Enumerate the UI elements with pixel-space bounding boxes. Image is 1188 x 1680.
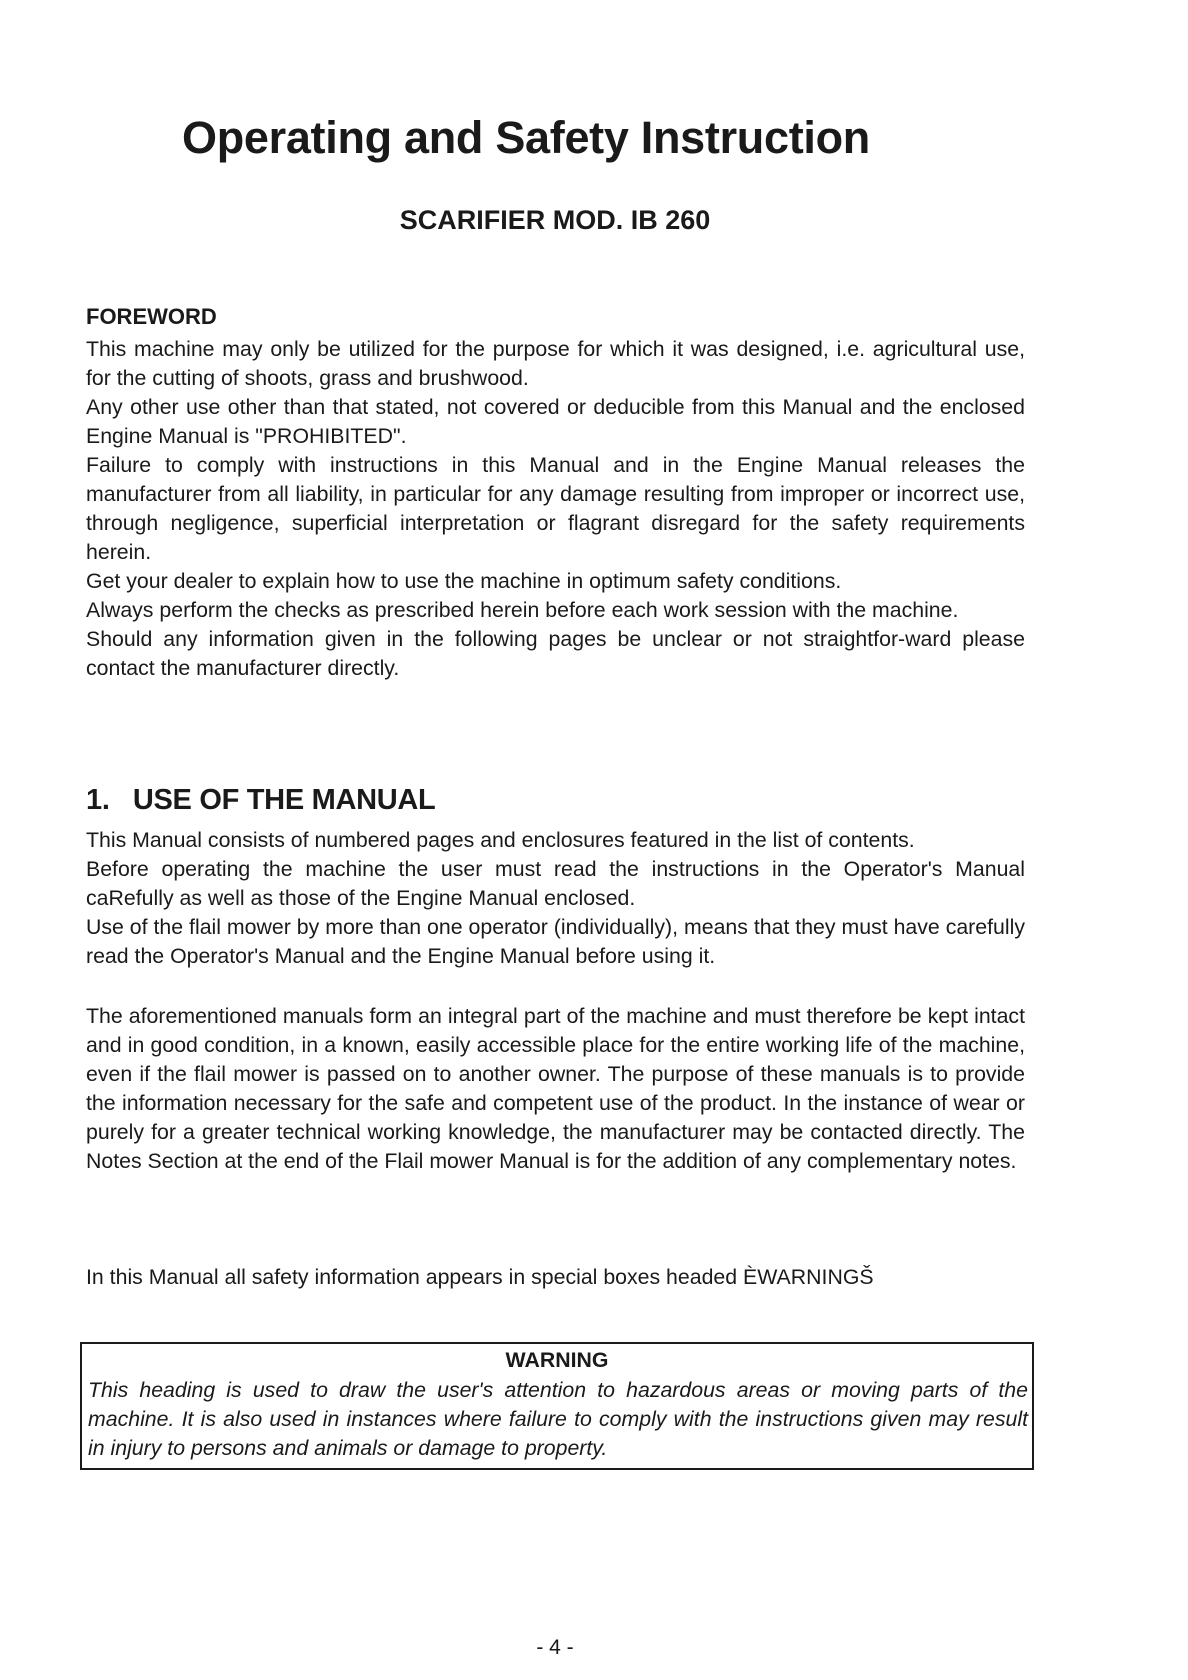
foreword-paragraph: Any other use other than that stated, not covered or deducible from this Manual and the enclosed Engine Manual is "PROHIBITED". xyxy=(86,395,1025,448)
foreword-heading: FOREWORD xyxy=(86,304,217,329)
foreword-body xyxy=(86,335,1025,683)
safety-note: In this Manual all safety information appears in special boxes headed ÈWARNINGŠ xyxy=(86,1265,874,1289)
manual-paragraph: This Manual consists of numbered pages and enclosures featured in the list of contents. xyxy=(86,828,915,852)
foreword-paragraph: Always perform the checks as prescribed herein before each work session with the machine. xyxy=(86,598,959,622)
warning-title: WARNING xyxy=(505,1348,609,1372)
manual-paragraph: The aforementioned manuals form an integral part of the machine and must therefore be kept intact and in good condition, in a known, easily accessible place for the entire working life of the machine, even if the flail mower is passed on to another owner. The purpose of these manuals is to provide the information necessary for the safe and competent use of the product. In the instance of wear or purely for a greater technical working knowledge, the manufacturer may be contacted directly. The Notes Section at the end of the Flail mower Manual is for the addition of any complementary notes. xyxy=(86,1004,1025,1173)
manual-paragraph: Before operating the machine the user must read the instructions in the Operator's Manual caRefully as well as those of the Engine Manual enclosed. xyxy=(86,857,1025,910)
document-subtitle: SCARIFIER MOD. IB 260 xyxy=(399,205,711,235)
foreword-paragraph: Should any information given in the following pages be unclear or not straightfor-ward please contact the manufacturer directly. xyxy=(86,627,1025,680)
foreword-paragraph: Get your dealer to explain how to use the machine in optimum safety conditions. xyxy=(86,569,842,593)
use-of-manual-body xyxy=(86,826,1025,971)
page-number: - 4 - xyxy=(536,1636,574,1659)
warning-box xyxy=(80,1342,1034,1470)
manual-paragraph: Use of the flail mower by more than one operator (individually), means that they must have carefully read the Operator's Manual and the Engine Manual before using it. xyxy=(86,915,1025,968)
document-title: Operating and Safety Instruction xyxy=(182,112,870,163)
warning-text: This heading is used to draw the user's attention to hazardous areas or moving parts of the machine. It is also used in instances where failure to comply with the instructions given may result in injury to persons and animals or damage to property. xyxy=(88,1378,1028,1460)
use-of-manual-heading xyxy=(86,784,435,817)
foreword-paragraph: Failure to comply with instructions in this Manual and in the Engine Manual releases the manufacturer from all liability, in particular for any damage resulting from improper or incorrect use, through negligence, superficial interpretation or flagrant disregard for the safety requirements herein. xyxy=(86,453,1025,564)
foreword-paragraph: This machine may only be utilized for the purpose for which it was designed, i.e. agricultural use, for the cutting of shoots, grass and brushwood. xyxy=(86,337,1025,390)
heading-text: 1. USE OF THE MANUAL xyxy=(86,784,436,816)
use-of-manual-body-2 xyxy=(86,1002,1025,1176)
